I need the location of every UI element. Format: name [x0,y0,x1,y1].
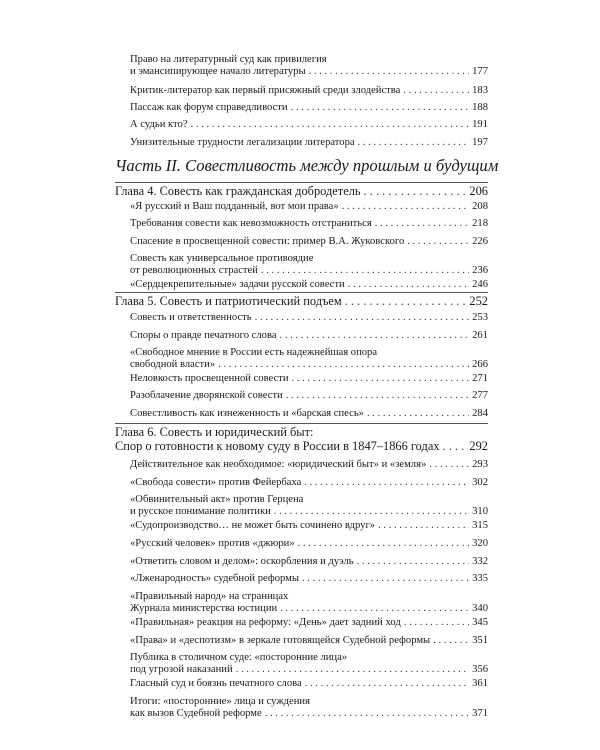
toc-line [130,617,488,629]
toc-line [130,477,488,489]
toc-entry [130,617,488,629]
toc-entry-title: под угрозой наказаний [130,664,233,676]
toc-entry [130,538,488,550]
page-number: 208 [472,201,488,212]
toc-entry-title: «Русский человек» против «джюри» [130,538,295,549]
dot-leader [433,635,469,647]
dot-leader [342,201,469,213]
toc-entry-title: Спор о готовности к новому суду в России в 1847–1866 годах [115,439,440,453]
toc-entry [130,201,488,213]
page-number: 302 [472,477,488,488]
toc-entry [130,102,488,114]
page-number: 253 [472,312,488,323]
dot-leader [292,373,470,385]
page-number: 340 [472,603,488,615]
dot-leader [357,556,470,568]
chapter-6-title [115,425,488,453]
toc-line [130,635,488,647]
dot-leader [367,408,469,420]
toc-line [130,312,488,324]
dot-leader [261,265,469,277]
toc-entry-title: Пассаж как форум справедливости [130,102,288,113]
toc-entry-title: «Правильная» реакция на реформу: «День» дает задний ход [130,617,401,628]
toc-entry [130,279,488,291]
toc-line [130,506,488,518]
toc-line [130,330,488,342]
toc-entry-title: Действительное как необходимое: «юридический быт» и «земля» [130,459,427,470]
dot-leader [298,538,469,550]
dot-leader [358,137,470,149]
dot-leader [407,236,469,248]
toc-line [130,708,488,720]
toc-line [130,459,488,471]
toc-entry [130,312,488,324]
toc-entry-title: «Права» и «деспотизм» в зеркале готовящейся Судебной реформы [130,635,431,646]
dot-leader [403,85,469,97]
page-number: 261 [472,330,488,341]
toc-entry [130,556,488,568]
toc-line [130,102,488,114]
toc-line [115,439,488,453]
toc-line [130,408,488,420]
toc-line [130,373,488,385]
toc-entry-title: «Сердцекрепительные» задачи русской совести [130,279,345,290]
dot-leader [286,390,469,402]
chapter-4-title [115,184,488,198]
toc-entry-title: Требования совести как невозможность отстраниться [130,218,372,229]
toc-line [130,85,488,97]
dot-leader [309,66,470,78]
toc-entry [130,477,488,489]
toc-entry-title: Право на литературный суд как привилегия [130,54,327,65]
page-number: 361 [472,678,488,689]
toc-entry [130,373,488,385]
page-number: 218 [472,218,488,229]
dot-leader [274,506,469,518]
toc-line [130,119,488,131]
dot-leader [236,664,469,676]
toc-entry [130,591,488,616]
toc-entry-title: «Обвинительный акт» против Герцена [130,494,304,505]
page-number: 177 [472,66,488,78]
toc-entry-title: от революционных страстей [130,265,258,277]
toc-entry-title: Глава 5. Совесть и патриотический подъем [115,294,342,308]
toc-line [130,538,488,550]
toc-entry [130,678,488,690]
page-number: 197 [472,137,488,148]
page-number: 371 [472,708,488,720]
toc-entry-title: и эмансипирующее начало литературы [130,66,306,78]
toc-line [115,425,488,439]
toc-line [130,696,488,708]
toc-line [130,359,488,371]
toc-entry-title: Совесть как универсальное противоядие [130,253,314,264]
page-number: 246 [472,279,488,290]
toc-entry [130,218,488,230]
chapter-6-rule [115,423,488,424]
toc-entry-title: Споры о правде печатного слова [130,330,277,341]
page-number: 335 [472,573,488,584]
page-number: 206 [469,184,488,198]
toc-entry [130,408,488,420]
dot-leader [364,184,467,198]
page-number: 252 [469,294,488,308]
toc-entry-title: «Я русский и Ваш подданный, вот мои права» [130,201,339,212]
toc-line [130,494,488,506]
toc-line [130,66,488,78]
dot-leader [255,312,469,324]
dot-leader [265,708,469,720]
dot-leader [375,218,469,230]
dot-leader [291,102,470,114]
toc-entry-title: Разоблачение дворянской совести [130,390,283,401]
page-number: 183 [472,85,488,96]
toc-entry-title: Публика в столичном суде: «посторонние лица» [130,652,348,663]
toc-entry [130,119,488,131]
toc-entry-title: и русское понимание политики [130,506,271,518]
toc-entry-title: Совесть и ответственность [130,312,252,323]
dot-leader [302,573,469,585]
toc-entry-title: Критик-литератор как первый присяжный среди злодейства [130,85,401,96]
toc-line [115,184,488,198]
page-number: 310 [472,506,488,518]
toc-entry-title: Итоги: «посторонние» лица и суждения [130,696,310,707]
dot-leader [218,359,469,371]
toc-line [130,603,488,615]
page-number: 356 [472,664,488,676]
toc-line [130,664,488,676]
toc-entry-title: А судьи кто? [130,119,188,130]
toc-entry [130,459,488,471]
toc-entry-title: «Свобода совести» против Фейербаха [130,477,302,488]
toc-entry [130,635,488,647]
toc-entry-title: «Лженародность» судебной реформы [130,573,299,584]
page-number: 236 [472,265,488,277]
toc-line [130,218,488,230]
toc-entry [130,54,488,79]
toc-entry-title: Гласный суд и боязнь печатного слова [130,678,302,689]
toc-line [130,556,488,568]
dot-leader [378,520,469,532]
toc-entry-title: свободной власти» [130,359,216,371]
page-number: 315 [472,520,488,531]
toc-entry-title: Неловкость просвещенной совести [130,373,289,384]
toc-line [130,201,488,213]
toc-entry-title: Спасение в просвещенной совести: пример В.А. Жуковского [130,236,405,247]
toc-line [130,347,488,359]
toc-entry [130,390,488,402]
dot-leader [191,119,470,131]
dot-leader [348,279,469,291]
toc-line [130,236,488,248]
toc-entry [130,573,488,585]
dot-leader [280,330,470,342]
page-number: 284 [472,408,488,419]
toc-entry-title: Глава 4. Совесть как гражданская добродетель [115,184,361,198]
page-number: 320 [472,538,488,549]
toc-entry-title: Журнала министерства юстиции [130,603,278,615]
toc-entry-title: «Свободное мнение в России есть надежнейшая опора [130,347,378,358]
toc-entry-title: Унизительные трудности легализации литератора [130,137,355,148]
page-number: 293 [472,459,488,470]
toc-line [130,678,488,690]
page-number: 188 [472,102,488,113]
page-number: 292 [469,439,488,453]
dot-leader [404,617,469,629]
chapter-5-rule [115,292,488,293]
toc-line [130,54,488,66]
toc-entry [130,520,488,532]
toc-line [130,137,488,149]
toc-line [130,265,488,277]
dot-leader [429,459,469,471]
toc-entry-title: как вызов Судебной реформе [130,708,262,720]
page-number: 277 [472,390,488,401]
toc-entry-title: Глава 6. Совесть и юридический быт: [115,425,314,439]
toc-entry [130,347,488,372]
toc-entry [130,652,488,677]
toc-entry-title: «Ответить словом и делом»: оскорбления и дуэль [130,556,354,567]
toc-entry [130,137,488,149]
page-number: 191 [472,119,488,130]
page-number: 271 [472,373,488,384]
toc-entry [130,236,488,248]
toc-entry [130,494,488,519]
toc-line [130,253,488,265]
dot-leader [280,603,469,615]
dot-leader [304,477,469,489]
page-number: 345 [472,617,488,628]
toc-entry [130,696,488,721]
toc-line [130,573,488,585]
page-number: 266 [472,359,488,371]
toc-line [130,520,488,532]
toc-entry-title: Совестливость как изнеженность и «барская спесь» [130,408,364,419]
toc-line [130,390,488,402]
dot-leader [443,439,467,453]
toc-entry-title: «Судопроизводство… не может быть сочинено вдруг» [130,520,376,531]
toc-line [115,294,488,308]
toc-entry [130,253,488,278]
toc-entry [130,330,488,342]
dot-leader [345,294,467,308]
toc-entry [130,85,488,97]
toc-line [130,652,488,664]
toc-line [130,279,488,291]
dot-leader [305,678,469,690]
chapter-4-rule [115,182,488,183]
part-2-heading: Часть II. Совестливость между прошлым и будущим [115,156,499,175]
toc-line [130,591,488,603]
page-number: 332 [472,556,488,567]
page-number: 226 [472,236,488,247]
chapter-5-title [115,294,488,308]
toc-entry-title: «Правильный народ» на страницах [130,591,289,602]
page-number: 351 [472,635,488,646]
